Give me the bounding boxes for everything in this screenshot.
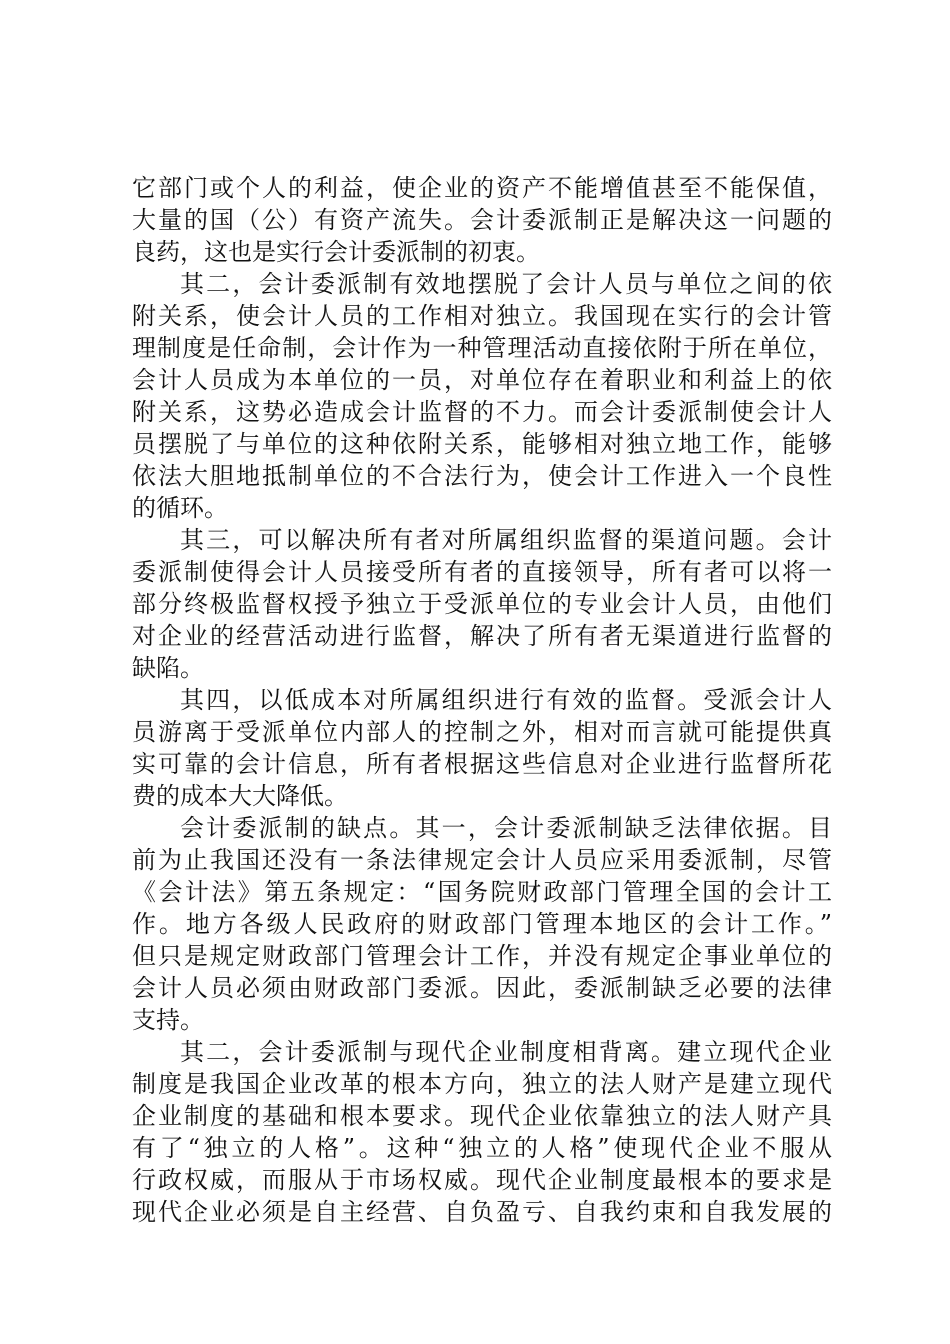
text-line: 缺陷。 [132,654,204,682]
text-line: 其四，以低成本对所属组织进行有效的监督。受派会计人 [180,686,832,714]
text-line: 依法大胆地抵制单位的不合法行为，使会计工作进入一个良性 [132,462,832,490]
text-block [132,172,832,1228]
text-line: 前为止我国还没有一条法律规定会计人员应采用委派制，尽管 [132,846,832,874]
text-line: 其三，可以解决所有者对所属组织监督的渠道问题。会计 [180,526,832,554]
text-line: 作。地方各级人民政府的财政部门管理本地区的会计工作。” [132,910,832,938]
text-line: 制度是我国企业改革的根本方向，独立的法人财产是建立现代 [132,1070,832,1098]
text-line: 费的成本大大降低。 [132,782,348,810]
text-line: 其二，会计委派制与现代企业制度相背离。建立现代企业 [180,1038,832,1066]
text-line: 它部门或个人的利益，使企业的资产不能增值甚至不能保值， [132,174,832,202]
text-line: 其二，会计委派制有效地摆脱了会计人员与单位之间的依 [180,270,832,298]
text-line: 良药，这也是实行会计委派制的初衷。 [132,238,540,266]
text-line: 的循环。 [132,494,228,522]
text-line: 员游离于受派单位内部人的控制之外，相对而言就可能提供真 [132,718,832,746]
text-line: 现代企业必须是自主经营、自负盈亏、自我约束和自我发展的 [132,1198,832,1226]
text-line: 理制度是任命制，会计作为一种管理活动直接依附于所在单位， [132,334,832,362]
text-line: 但只是规定财政部门管理会计工作，并没有规定企事业单位的 [132,942,832,970]
text-line: 实可靠的会计信息，所有者根据这些信息对企业进行监督所花 [132,750,832,778]
text-line: 《会计法》第五条规定：“国务院财政部门管理全国的会计工 [132,878,832,906]
text-line: 委派制使得会计人员接受所有者的直接领导，所有者可以将一 [132,558,832,586]
text-line: 附关系，使会计人员的工作相对独立。我国现在实行的会计管 [132,302,832,330]
text-line: 行政权威，而服从于市场权威。现代企业制度最根本的要求是 [132,1166,832,1194]
text-line: 大量的国（公）有资产流失。会计委派制正是解决这一问题的 [132,206,832,234]
text-line: 部分终极监督权授予独立于受派单位的专业会计人员，由他们 [132,590,832,618]
text-line: 有了“独立的人格”。这种“独立的人格”使现代企业不服从 [132,1134,832,1162]
text-line: 附关系，这势必造成会计监督的不力。而会计委派制使会计人 [132,398,832,426]
text-line: 会计委派制的缺点。其一，会计委派制缺乏法律依据。目 [180,814,832,842]
text-line: 会计人员必须由财政部门委派。因此，委派制缺乏必要的法律 [132,974,832,1002]
text-line: 会计人员成为本单位的一员，对单位存在着职业和利益上的依 [132,366,832,394]
document-body [132,172,832,1228]
text-line: 企业制度的基础和根本要求。现代企业依靠独立的法人财产具 [132,1102,832,1130]
text-line: 支持。 [132,1006,204,1034]
text-line: 对企业的经营活动进行监督，解决了所有者无渠道进行监督的 [132,622,832,650]
text-line: 员摆脱了与单位的这种依附关系，能够相对独立地工作，能够 [132,430,832,458]
